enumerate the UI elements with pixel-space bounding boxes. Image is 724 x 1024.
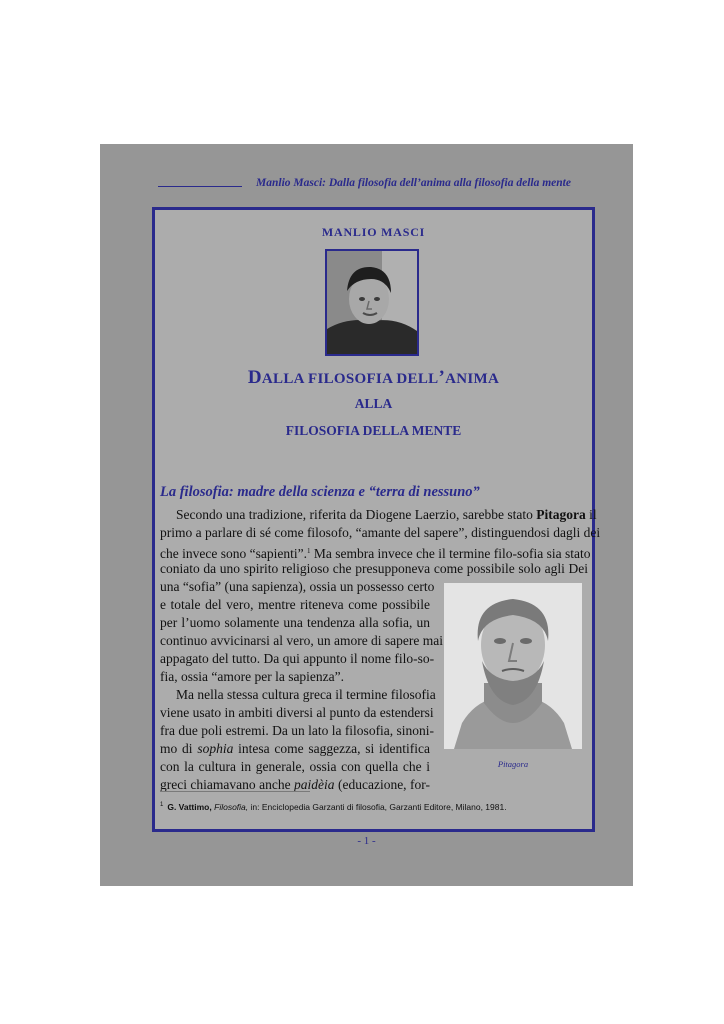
document-page (100, 144, 633, 886)
running-header: Manlio Masci: Dalla filosofia dell’anima alla filosofia della mente (256, 177, 571, 189)
text-run: Secondo una tradizione, riferita da Diogene Laerzio, sarebbe stato (176, 507, 537, 522)
section-heading: La filosofia: madre della scienza e “terra di nessuno” (160, 484, 480, 500)
author-name: MANLIO MASCI (321, 225, 426, 239)
content-frame (152, 207, 601, 832)
text-run: (educazione, for- (334, 777, 430, 792)
body-line: una “sofia” (una sapienza), ossia un possesso certo (160, 579, 435, 594)
body-line: per l’uomo solamente una tendenza alla sofia, un (160, 615, 430, 630)
text-run: il (585, 507, 597, 522)
body-line: primo a parlare di sé come filosofo, “amante del sapere”, distinguendosi dagli dei (160, 525, 601, 540)
body-line: fia, ossia “amore per la sapienza”. (160, 669, 345, 684)
bold-run: Pitagora (536, 507, 586, 522)
text-run: Ma sembra invece che il termine filo-sofia sia stato (310, 546, 591, 561)
body-line: appagato del tutto. Da qui appunto il nome filo-so- (160, 651, 435, 666)
text-run: intesa come saggezza, si identifica (233, 741, 430, 756)
text-run: che invece sono “sapienti”. (160, 546, 307, 561)
footnote-marker: 1 (160, 802, 164, 808)
author-portrait-photo (325, 249, 419, 356)
body-line: Ma nella stessa cultura greca il termine filosofia (176, 687, 436, 702)
footnote (160, 802, 507, 812)
page-number: - 1 - (357, 835, 376, 847)
pythagoras-bust-photo (444, 583, 582, 749)
footnote-citation: in: Enciclopedia Garzanti di filosofia, Garzanti Editore, Milano, 1981. (248, 802, 507, 812)
title-line-2: ALLA (354, 396, 393, 411)
body-line: viene usato in ambiti diversi al punto da estendersi (160, 705, 434, 720)
italic-run: paidèia (294, 777, 335, 792)
footnote-reference[interactable]: 1 (306, 547, 311, 555)
title-line-1-end: ANIMA (445, 371, 500, 387)
footnote-work: Filosofia, (214, 802, 249, 812)
title-line-3: FILOSOFIA DELLA MENTE (285, 423, 462, 438)
text-run: greci chiamavano anche (160, 777, 295, 792)
body-line (176, 506, 597, 524)
footnote-rule (160, 791, 310, 792)
title-line-1-text: ALLA FILOSOFIA DELL (261, 371, 439, 387)
body-line: continuo avvicinarsi al vero, un amore di sapere mai (160, 633, 444, 648)
body-line: e totale del vero, mentre riteneva come possibile (160, 597, 430, 612)
body-line (160, 740, 430, 758)
title-initial: D (247, 367, 262, 388)
header-rule (158, 186, 242, 187)
figure-caption: Pitagora (497, 759, 529, 769)
title-line-1 (155, 367, 592, 389)
body-line: coniato da uno spirito religioso che presupponeva come possibile solo agli Dei (160, 561, 588, 576)
body-line: con la cultura in generale, ossia con quella che i (160, 759, 430, 774)
footnote-author: G. Vattimo, (167, 802, 212, 812)
title-apostrophe: ’ (438, 367, 446, 388)
italic-run: sophia (197, 741, 234, 756)
body-line: fra due poli estremi. Da un lato la filosofia, sinoni- (160, 723, 435, 738)
text-run: mo di (160, 741, 198, 756)
